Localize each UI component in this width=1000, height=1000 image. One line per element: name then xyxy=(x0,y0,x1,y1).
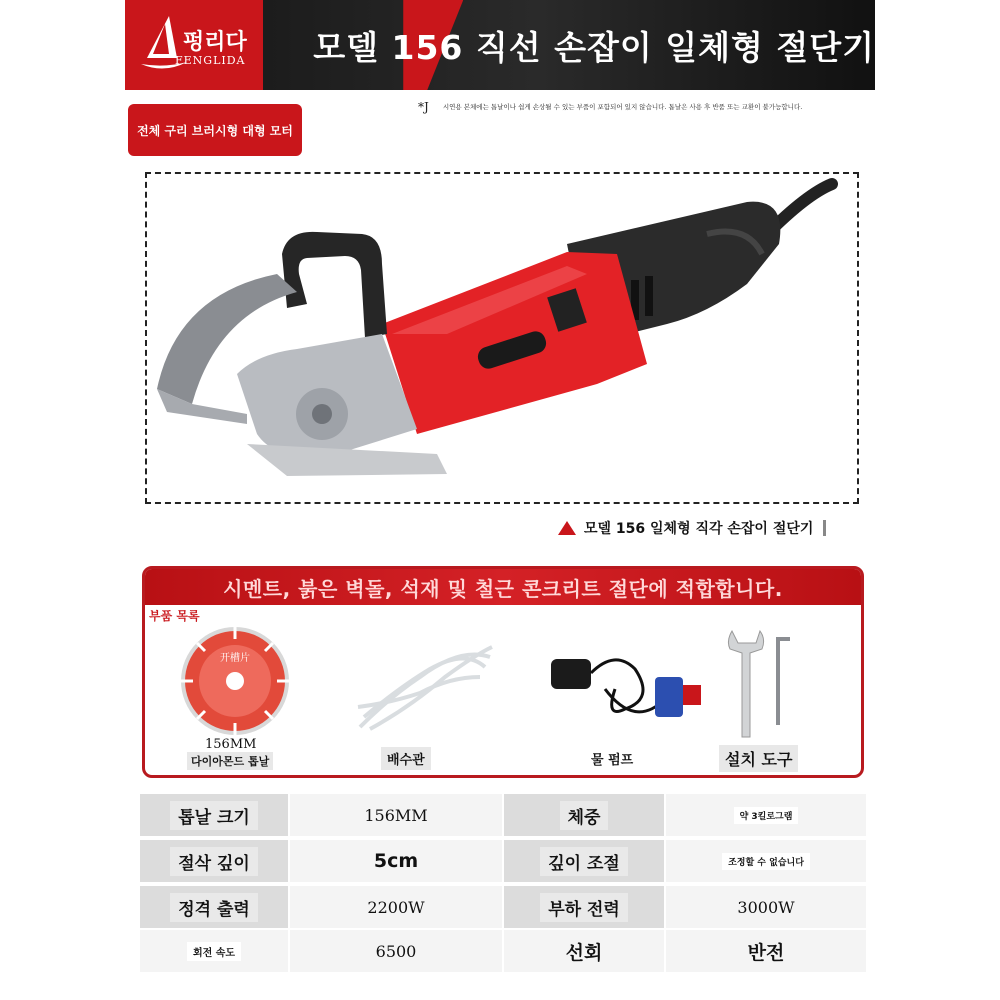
spec-row xyxy=(140,886,866,928)
water-pump-image xyxy=(545,639,710,739)
header-banner xyxy=(125,0,875,90)
parts-list-label: 부품 목록 xyxy=(149,609,200,623)
spec-label-cell xyxy=(140,886,288,928)
product-caption xyxy=(558,518,826,538)
notice-mark: *J xyxy=(418,100,429,114)
brand-logo xyxy=(125,0,263,90)
spec-label-cell xyxy=(140,840,288,882)
spec-value-cell xyxy=(290,886,502,928)
brand-name-korean: 펑리다 xyxy=(183,30,247,55)
spec-label-cell xyxy=(140,930,288,972)
spec-label: 정격 출력 xyxy=(170,893,258,922)
spec-value: 약 3킬로그램 xyxy=(734,807,799,824)
spec-value: 반전 xyxy=(747,941,785,964)
spec-value-cell xyxy=(666,886,866,928)
page-title: 모델 156 직선 손잡이 일체형 절단기 xyxy=(313,27,875,67)
notice-body: 시연용 본체에는 톱날이나 쉽게 손상될 수 있는 부품이 포함되어 있지 않습니다. 톱날은 사용 후 반품 또는 교환이 불가능합니다. xyxy=(442,103,803,111)
part-label-tools: 설치 도구 xyxy=(719,745,798,772)
spec-value: 3000W xyxy=(737,897,795,917)
drain-hose-image xyxy=(350,637,500,737)
spec-value: 156MM xyxy=(364,805,428,825)
caption-bar-icon xyxy=(823,520,826,536)
spec-label: 깊이 조절 xyxy=(540,847,628,876)
spec-label-cell xyxy=(504,840,664,882)
title-bar xyxy=(263,0,875,90)
motor-feature-tag: 전체 구리 브러시형 대형 모터 xyxy=(128,104,302,156)
part-label-blade: 다이아몬드 톱날 xyxy=(187,752,273,770)
spec-row xyxy=(140,794,866,836)
spec-value: 조정할 수 없습니다 xyxy=(722,853,810,870)
spec-value-cell xyxy=(666,794,866,836)
blade-size-text: 156MM xyxy=(205,737,257,752)
spec-value: 5cm xyxy=(373,850,419,872)
spec-label: 회전 속도 xyxy=(187,942,241,961)
spec-value-cell xyxy=(290,794,502,836)
red-triangle-icon xyxy=(558,521,576,535)
spec-value: 6500 xyxy=(375,941,417,961)
spec-value-cell xyxy=(290,840,502,882)
part-label-pump: 물 펌프 xyxy=(585,747,639,770)
spec-label: 선회 xyxy=(565,941,603,964)
spec-label-cell xyxy=(504,930,664,972)
spec-label: 절삭 깊이 xyxy=(170,847,258,876)
caption-text: 모델 156 일체형 직각 손잡이 절단기 xyxy=(584,521,814,537)
spec-label: 톱날 크기 xyxy=(170,801,258,830)
spec-value-cell xyxy=(666,840,866,882)
spec-label: 체중 xyxy=(560,801,609,830)
product-image-frame xyxy=(145,172,859,504)
install-tools-image xyxy=(720,625,800,743)
spec-row xyxy=(140,840,866,882)
spec-value-cell xyxy=(666,930,866,972)
brand-name-english: FENGLIDA xyxy=(175,54,246,67)
notice-text xyxy=(418,100,863,114)
part-label-hose: 배수관 xyxy=(381,747,431,770)
blade-mark-text: 开槽片 xyxy=(220,653,250,664)
spec-label-cell xyxy=(504,886,664,928)
diamond-blade-image xyxy=(179,625,291,737)
spec-value-cell xyxy=(290,930,502,972)
spec-value: 2200W xyxy=(367,897,425,917)
spec-label-cell xyxy=(504,794,664,836)
spec-row xyxy=(140,930,866,972)
spec-label: 부하 전력 xyxy=(540,893,628,922)
parts-panel xyxy=(142,566,864,778)
spec-label-cell xyxy=(140,794,288,836)
wall-cutter-image xyxy=(147,174,857,502)
usage-banner: 시멘트, 붉은 벽돌, 석재 및 철근 콘크리트 절단에 적합합니다. xyxy=(145,569,861,605)
